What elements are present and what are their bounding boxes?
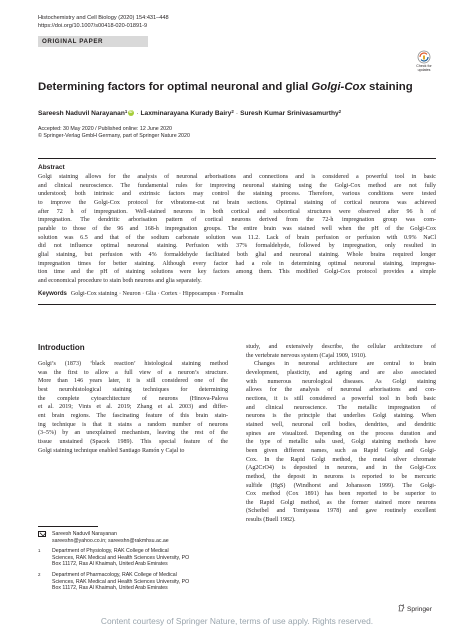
affiliation-1-line: Department of Physiology, RAK College of Medical xyxy=(52,548,169,555)
intro-right-line: and clinical neuroscience. The metallic impregnation of xyxy=(246,404,436,411)
correspondence-email[interactable]: sareeshn@yahoo.co.in; sareeshn@rakmhsu.ac.ae xyxy=(52,537,169,544)
abstract-line: and clinical neuroscience. The fundamental rules for improving neuronal staining using the Golgi-Cox method are not fully xyxy=(38,182,436,189)
intro-left-line: Golgi staining technique enabled Santiago Ramón y Cajal to xyxy=(38,447,185,454)
orcid-icon[interactable] xyxy=(128,110,134,116)
copyright-line: © Springer-Verlag GmbH Germany, part of Springer Nature 2020 xyxy=(38,133,190,140)
intro-right-line: study, and extensively describe, the cellular architecture of xyxy=(246,344,436,350)
intro-left-line: was the first to allow a full view of a neuron’s structure. xyxy=(38,369,228,376)
journal-reference: Histochemistry and Cell Biology (2020) 154:431–448 xyxy=(38,15,169,21)
correspondence-name: Sareesh Naduvil Narayanan xyxy=(52,531,117,537)
affiliation-2 xyxy=(38,572,228,592)
abstract-body xyxy=(38,173,436,286)
abstract-line: to improve the Golgi-Cox protocol for vibratome-cut rat brain sections. Optimal staining of cortical neurons was achieved xyxy=(38,199,436,206)
abstract-line: glial staining, but perfusion with 4% formaldehyde facilitated both glial and neuronal staining. Whole brains required longer xyxy=(38,251,436,258)
envelope-icon xyxy=(38,531,46,537)
intro-left-line: ent brain regions. The fascinating feature of this brain stain- xyxy=(38,412,228,419)
check-updates-label-2: updates xyxy=(417,68,431,73)
author-3[interactable]: Suresh Kumar Srinivasamurthy$^2$ xyxy=(240,109,342,117)
author-1[interactable]: Sareesh Naduvil Narayanan$^1$ xyxy=(38,109,128,117)
affiliation-2-line: Sciences, RAK Medical and Health Sciences University, PO xyxy=(52,578,190,585)
footnotes xyxy=(38,531,228,596)
intro-right-line: sulfide (HgS) (Windhorst and Johansson 1999). The Golgi- xyxy=(246,482,436,489)
abstract-line: parable to those of the 96 and 168-h impregnation groups. The entire brain was stained well when the pH of the Golgi-Cox xyxy=(38,225,436,232)
abstract-line: and economical procedure to stain both neurons and glia separately. xyxy=(38,277,202,284)
intro-right-line: nections, it is still considered a powerful tool in both basic xyxy=(246,395,436,402)
intro-left-line: Golgi’s (1873) ‘black reaction’ histological staining method xyxy=(38,361,228,367)
intro-right-line: stained well, neuronal cell bodies, dendrites, and dendritic xyxy=(246,421,436,428)
intro-left-line: best neurohistological staining techniques for determining xyxy=(38,386,228,393)
keywords xyxy=(38,290,243,298)
intro-right-line: the type of metallic salts used, Golgi staining methods have xyxy=(246,439,436,446)
abstract-heading: Abstract xyxy=(38,164,65,171)
affiliation-1-mark: 1 xyxy=(38,548,41,554)
intro-right-column xyxy=(246,343,436,525)
correspondence-note xyxy=(38,531,228,544)
abstract-line: after 72 h of impregnation. Well-stained neurons in both cortical and subcortical structures were observed after 96 h of xyxy=(38,208,436,215)
affiliation-1-line: Box 11172, Ras Al Khaimah, United Arab Emirates xyxy=(52,561,168,568)
article-type-badge: ORIGINAL PAPER xyxy=(38,36,148,47)
introduction-heading: Introduction xyxy=(38,343,85,352)
intro-left-line: (3–5%) by an unexplained mechanism, leaving the rest of the xyxy=(38,430,228,437)
keywords-label: Keywords xyxy=(38,291,67,297)
intro-right-line: method, the deposit in neurons is reported to be mercuric xyxy=(246,473,436,480)
abstract-line: impregnation. The dendritic arborisation pattern of cortical neurons derived from the 72-h impregnation group was com- xyxy=(38,217,436,224)
abstract-line: Golgi staining allows for the analysis of neuronal arborisations and connections and is considered a powerful tool in basic xyxy=(38,174,436,180)
publisher-logo xyxy=(398,604,432,613)
intro-right-line: development, plasticity, and ageing and are also associated xyxy=(246,369,436,376)
check-for-updates-badge[interactable] xyxy=(412,50,436,78)
intro-right-line: the Rapid Golgi method, as the former stained more neurons xyxy=(246,499,436,506)
dates-line: Accepted: 30 May 2020 / Published online: 12 June 2020 xyxy=(38,126,172,132)
intro-right-line: with numerous neurological diseases. As Golgi staining xyxy=(246,378,436,385)
intro-right-line: results (Buell 1982). xyxy=(246,517,296,524)
affiliation-1 xyxy=(38,548,228,568)
intro-right-line: Changes in neuronal architecture are central to brain xyxy=(254,361,436,368)
intro-right-line: allows for the analysis of neuronal arborisations and con- xyxy=(246,387,436,394)
author-2[interactable]: Laxminarayana Kurady Bairy$^2$ xyxy=(140,109,234,117)
intro-right-line: the vertebrate nervous system (Cajal 1909, 1910). xyxy=(246,352,367,359)
check-updates-icon xyxy=(417,50,431,64)
keywords-text: Golgi-Cox staining · Neuron · Glia · Cortex · Hippocampus · Formalin xyxy=(70,291,244,297)
affiliation-2-mark: 2 xyxy=(38,571,41,577)
publisher-name: Springer xyxy=(407,606,432,613)
intro-right-line: been given different names, such as Rapid Golgi and Golgi- xyxy=(246,447,436,454)
affiliation-2-line: Box 11172, Ras Al Khaimah, United Arab Emirates xyxy=(52,585,168,592)
abstract-line: did not influence optimal neuronal staining. Perfusion with 37% formaldehyde, followed by impregnation, only resulted in xyxy=(38,243,436,250)
intro-right-line: neurons is the principle that underlies Golgi staining. When xyxy=(246,413,436,420)
intro-left-column xyxy=(38,360,228,455)
intro-right-line: (Scheibel and Tomiyasua 1978) and gave routinely excellent xyxy=(246,508,436,515)
doi-link[interactable]: https://doi.org/10.1007/s00418-020-01891-9 xyxy=(38,23,148,29)
abstract-line: impregnation times for better staining. Although every factor had a role in determining optimal neuronal staining, impregna- xyxy=(38,260,436,267)
affiliation-2-line: Department of Pharmacology, RAK College of Medical xyxy=(52,571,177,578)
intro-right-line: Cox method (Cox 1891) has been reported to be superior to xyxy=(246,491,436,498)
abstract-line: understood; both intrinsic and extrinsic factors may control the staining process. Therefore, various conditions were tested xyxy=(38,191,436,198)
publication-dates xyxy=(38,126,190,140)
intro-right-line: spines are visualized. Depending on the process duration and xyxy=(246,430,436,437)
abstract-line: solution was 6.5 and that of the sodium carbonate solution was 11.2. Lack of brain perfusion or perfusion with 0.9% NaCl xyxy=(38,234,436,241)
article-title: Determining factors for optimal neuronal and glial Golgi-Cox staining xyxy=(38,81,413,93)
intro-left-line: the complete cytoarchitecture of neurons (Hinova-Palova xyxy=(38,395,228,402)
divider-top xyxy=(38,158,436,159)
intro-left-line: ing technique is that it stains a random number of neurons xyxy=(38,421,228,428)
intro-right-line: (Ag2CrO4) is deposited in neurons, and in the Golgi-Cox xyxy=(246,465,436,472)
author-list: Sareesh Naduvil Narayanan$^1$iD · Laxminarayana Kurady Bairy$^2$ · Suresh Kumar Srinivasamurthy$^2$ xyxy=(38,108,341,118)
courtesy-notice: Content courtesy of Springer Nature, terms of use apply. Rights reserved. xyxy=(0,613,474,629)
affiliation-1-line: Sciences, RAK Medical and Health Sciences University, PO xyxy=(52,554,190,561)
intro-left-line: et al. 2019; Vints et al. 2019; Zhang et al. 2003) and differ- xyxy=(38,404,228,411)
footnote-rule xyxy=(38,526,98,527)
intro-left-line: More than 146 years later, it is still considered one of the xyxy=(38,378,228,385)
check-updates-label-1: Check for xyxy=(416,64,432,68)
intro-right-line: Cox. In the Rapid Golgi method, the metal silver chromate xyxy=(246,456,436,463)
abstract-line: tion time and the pH of staining solutions were key factors among them. This modified Golgi-Cox protocol provides a simple xyxy=(38,269,436,276)
intro-left-line: tissue unstained (Spacek 1989). This special feature of the xyxy=(38,438,228,445)
divider-bottom xyxy=(38,304,436,305)
springer-horse-icon xyxy=(398,604,405,612)
